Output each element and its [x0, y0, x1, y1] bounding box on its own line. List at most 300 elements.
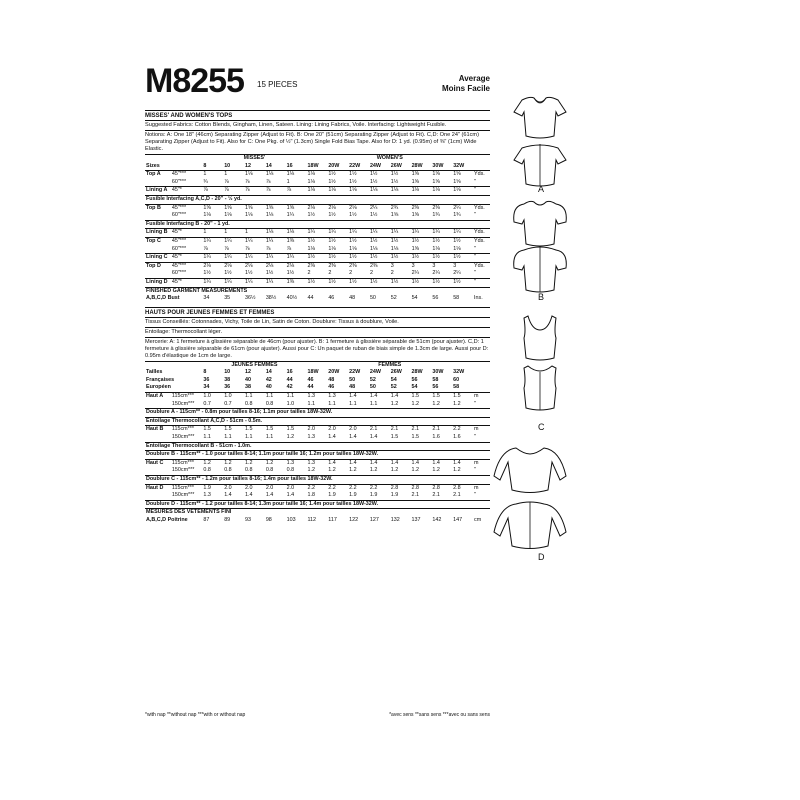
yardage-cell: 1⅜	[286, 237, 307, 245]
yardage-cell: 1.5	[411, 434, 420, 441]
row-label	[145, 212, 171, 220]
yardage-cell: 2⅜	[327, 262, 348, 270]
yardage-cell: 1.4	[369, 434, 378, 441]
yardage-cell: 1.4	[369, 393, 390, 401]
yardage-cell: 1.1	[265, 393, 286, 401]
yardage-cell: 2⅜	[411, 204, 432, 212]
yardage-cell: 2.2	[327, 484, 348, 492]
yardage-row	[145, 278, 490, 287]
yardage-cell: 1½	[327, 278, 348, 287]
yardage-cell: 1¼	[431, 229, 452, 238]
yardage-cell: 1⅛	[390, 187, 411, 196]
yardage-cell: 1.1	[307, 400, 315, 407]
yardage-cell: 1.4	[452, 459, 473, 467]
bust-cell: 34	[203, 295, 210, 302]
yardage-cell: 1.2	[432, 467, 440, 474]
size-cell: 36	[203, 376, 210, 383]
fabric-width: 115cm***	[171, 459, 203, 467]
header	[145, 60, 490, 110]
unit-cell: "	[473, 187, 490, 196]
yardage-cell: 0.7	[203, 400, 211, 407]
bust-cell: 52	[390, 295, 397, 302]
finished-title: FINISHED GARMENT MEASUREMENTS	[145, 287, 490, 295]
fabric-note-row	[145, 417, 490, 426]
yardage-cell: 2.1	[369, 426, 390, 434]
blank-cell	[473, 362, 490, 370]
yardage-cell: 1.5	[411, 393, 432, 401]
yardage-cell: ⅞	[245, 245, 250, 252]
yardage-cell: 1½	[328, 212, 336, 219]
size-cell: 28W	[411, 162, 423, 169]
yardage-cell: 1.5	[223, 426, 244, 434]
size-cell: 18W	[307, 162, 319, 169]
fabric-note: Doublure B - 115cm** - 1.0 pour tailles 8-14; 1.1m pour taille 16; 1.2m pour tailles 18W-32W.	[145, 451, 490, 460]
yardage-cell: ⅞	[286, 245, 292, 252]
yardage-cell: 1	[202, 229, 223, 238]
yardage-cell: 1	[244, 229, 265, 238]
size-cell: 40	[265, 384, 272, 391]
fabric-note-row	[145, 442, 490, 451]
yardage-cell: 1½	[369, 254, 390, 263]
fabric-width: 150cm***	[171, 400, 195, 407]
yardage-cell: ⅞	[265, 178, 271, 185]
row-label: Haut D	[145, 484, 171, 492]
yardage-cell: 0.8	[265, 467, 274, 474]
unit-cell: Yds.	[473, 262, 490, 270]
yardage-row	[145, 212, 490, 220]
yardage-cell: ⅞	[244, 187, 265, 196]
yardage-cell: 1.6	[453, 434, 461, 441]
yardage-cell: 1.5	[431, 393, 452, 401]
size-cell: 18W	[307, 369, 319, 376]
row-label: Haut A	[145, 393, 171, 401]
bust-cell: 35	[224, 295, 231, 302]
size-cell: 54	[390, 376, 397, 383]
size-cell: 28W	[411, 369, 423, 376]
yardage-cell: 2¼	[432, 270, 440, 277]
size-group-label: WOMEN'S	[376, 155, 403, 161]
size-cell: 16	[286, 162, 293, 169]
unit-cell: Yds.	[473, 171, 490, 179]
yardage-row	[145, 393, 490, 401]
yardage-cell: 1⅛	[327, 187, 348, 196]
yardage-cell: 2¼	[452, 204, 473, 212]
yardage-cell: 2.0	[223, 484, 244, 492]
yardage-cell: 1⅛	[265, 212, 274, 219]
footnote-fr: *avec sens **sans sens ***avec ou sans sens	[389, 712, 490, 718]
yardage-cell: 1⅝	[202, 204, 223, 212]
row-label	[145, 492, 171, 500]
yardage-cell: 2⅛	[348, 204, 369, 212]
yardage-cell: 1.2	[307, 467, 315, 474]
size-group-row	[145, 362, 490, 370]
bust-cell: 142	[432, 516, 442, 523]
yardage-cell: 1.1	[349, 400, 357, 407]
fabric-note-row	[145, 220, 490, 229]
yardage-cell: 0.8	[224, 467, 232, 474]
yardage-cell: 2⅛	[265, 262, 286, 270]
yardage-cell: 2	[349, 270, 353, 277]
bust-cell: 40½	[286, 295, 298, 302]
yardage-cell: 2.8	[431, 484, 452, 492]
fabric-width: 45"***	[171, 262, 203, 270]
yardage-cell: 1⅛	[245, 212, 253, 219]
yardage-cell: 1½	[348, 171, 369, 179]
finished-title-row	[145, 509, 490, 517]
size-cell: 44	[286, 376, 293, 383]
row-label: A,B,C,D Poitrine	[146, 516, 188, 523]
yardage-cell: 1¼	[244, 278, 265, 287]
blank-cell	[473, 369, 490, 377]
bust-cell: 117	[328, 516, 337, 523]
yardage-cell: 1¼	[411, 229, 432, 238]
yardage-cell: 3	[411, 262, 432, 270]
yardage-cell: 2.1	[390, 426, 411, 434]
divider	[145, 307, 490, 308]
yardage-cell: 1¼	[286, 254, 307, 263]
yardage-cell: 2⅛	[327, 204, 348, 212]
yardage-cell: 1⅛	[411, 187, 432, 196]
yardage-cell: 1.9	[202, 484, 223, 492]
yardage-cell: 1⅝	[411, 212, 420, 219]
yardage-cell: 1⅝	[432, 178, 440, 185]
yardage-cell: 1.9	[349, 492, 357, 499]
unit-cell: Yds.	[473, 237, 490, 245]
yardage-cell: 1.5	[390, 434, 399, 441]
yardage-cell: 1.2	[453, 467, 461, 474]
yardage-row	[145, 401, 490, 409]
fabric-note-row	[145, 476, 490, 485]
size-cell: 32W	[453, 162, 465, 169]
size-cell: 14	[265, 369, 272, 376]
yardage-cell: 1⅝	[411, 171, 432, 179]
bust-cell: 54	[411, 295, 418, 302]
yardage-row	[145, 229, 490, 238]
view-b-back-drawing	[510, 242, 570, 294]
yardage-row	[145, 467, 490, 475]
yardage-cell: 1⅛	[265, 229, 286, 238]
yardage-cell: ⅞	[223, 187, 244, 196]
unit-cell: m	[473, 459, 490, 467]
size-group-label: JEUNES FEMMES	[231, 361, 278, 368]
yardage-cell: 1.4	[265, 492, 274, 499]
row-label: Top D	[145, 262, 171, 270]
row-label	[145, 401, 171, 409]
unit-cell: Ins.	[474, 295, 483, 302]
sizes-row	[145, 369, 490, 377]
yardage-cell: 1.2	[244, 459, 265, 467]
blank-cell	[473, 163, 490, 171]
row-label: Top C	[145, 237, 171, 245]
bust-cell: 46	[328, 295, 335, 302]
unit-cell: m	[473, 426, 490, 434]
size-cell: 36	[224, 384, 231, 391]
yardage-cell: 1.3	[306, 459, 327, 467]
yardage-cell: 1½	[390, 178, 399, 185]
yardage-cell: 1.1	[265, 434, 274, 441]
view-a-front-drawing	[510, 92, 570, 140]
yardage-cell: 1½	[307, 212, 315, 219]
size-cell: 26W	[390, 369, 402, 376]
yardage-cell: 2	[369, 270, 373, 277]
yardage-cell: 0.8	[203, 467, 211, 474]
size-cell: 34	[203, 384, 210, 391]
yardage-cell: 1.2	[453, 400, 461, 407]
size-cell: 22W	[349, 162, 361, 169]
yardage-cell: 2⅜	[307, 262, 328, 270]
yardage-cell: 1.4	[411, 459, 432, 467]
blank-cell	[473, 155, 490, 163]
fabric-width: 60"***	[171, 245, 187, 252]
bust-cell: 103	[286, 516, 296, 523]
bust-cell: 38½	[265, 295, 277, 302]
yardage-cell: 1½	[349, 178, 357, 185]
pattern-number: M8255	[145, 62, 244, 100]
view-c-back-drawing	[510, 362, 570, 412]
yardage-cell: 2¾	[390, 204, 411, 212]
yardage-cell: 1¼	[244, 237, 265, 245]
suggested-fabrics: Suggested Fabrics: Cotton Blends, Gingham, Linen, Sateen. Lining: Lining Fabrics, Voile. Interfacing: Lightweight Fusible.	[145, 122, 447, 128]
size-group-row	[145, 155, 490, 163]
yardage-cell: 1¼	[286, 212, 295, 219]
yardage-cell: 1.8	[307, 492, 315, 499]
unit-cell: Yds.	[473, 229, 490, 238]
yardage-cell: 1½	[390, 171, 411, 179]
yardage-cell: 1½	[307, 237, 328, 245]
yardage-cell: 1⅛	[453, 245, 461, 252]
yardage-cell: 1	[202, 171, 223, 179]
size-cell: 12	[245, 162, 251, 169]
yardage-cell: 1¼	[348, 229, 369, 238]
yardage-cell: 1.2	[286, 434, 295, 441]
yardage-cell: 1½	[224, 270, 232, 277]
yardage-cell: 1¼	[202, 278, 223, 287]
yardage-cell: ⅞	[265, 245, 271, 252]
french-title: HAUTS POUR JEUNES FEMMES ET FEMMES	[145, 309, 275, 316]
yardage-cell: 0.8	[245, 400, 253, 407]
fabric-width: 150cm***	[171, 467, 195, 474]
yardage-cell: 1.4	[349, 434, 357, 441]
yardage-row	[145, 426, 490, 434]
row-label: Haut C	[145, 459, 171, 467]
piece-count: 15 PIECES	[257, 80, 298, 89]
size-cell: 50	[349, 376, 356, 383]
yardage-cell: 1.5	[202, 426, 223, 434]
yardage-cell: 2¼	[369, 204, 390, 212]
fabric-width: 45"*	[171, 278, 203, 287]
size-cell: 8	[203, 162, 207, 169]
fabric-note: Doublure D - 115cm** - 1.2 pour tailles 8-14; 1.3m pour taille 16; 1.4m pour tailles 18W-32W.	[145, 500, 490, 509]
yardage-cell: 1.4	[327, 459, 348, 467]
yardage-cell: 1.4	[390, 393, 411, 401]
yardage-cell: 3	[431, 262, 452, 270]
yardage-cell: 1½	[349, 212, 357, 219]
yardage-cell: 1⅜	[286, 278, 307, 287]
size-cell: 58	[453, 384, 460, 391]
bust-cell: 89	[224, 516, 231, 523]
yardage-row	[145, 254, 490, 263]
yardage-cell: 1⅝	[431, 171, 452, 179]
yardage-cell: 1⅝	[452, 171, 473, 179]
yardage-cell: 1½	[307, 278, 328, 287]
yardage-cell: 2.0	[286, 484, 307, 492]
yardage-cell: 1¼	[327, 229, 348, 238]
yardage-cell: 1⅛	[286, 171, 307, 179]
yardage-cell: 1.4	[224, 492, 232, 499]
fabric-note: Entoilage Thermocollant A,C,D - 51cm - 0.5m.	[145, 417, 490, 426]
yardage-cell: 1⅛	[307, 187, 328, 196]
fabric-note: Fusible Interfacing B - 20" - 1 yd.	[145, 220, 490, 229]
view-label-d: D	[538, 552, 545, 562]
yardage-cell: 1⅛	[432, 245, 440, 252]
fabric-width: 115cm***	[171, 393, 203, 401]
yardage-cell: 1¾	[453, 212, 461, 219]
yardage-row	[145, 434, 490, 442]
footnote-en: *with nap **without nap ***with or without nap	[145, 712, 246, 718]
row-label	[145, 434, 171, 442]
yardage-cell: 1.4	[328, 434, 336, 441]
unit-cell: "	[474, 245, 476, 252]
yardage-cell: 1⅛	[348, 187, 369, 196]
yardage-cell: 1¼	[307, 229, 328, 238]
yardage-cell: 1.1	[224, 434, 232, 441]
bust-cell: 132	[390, 516, 400, 523]
yardage-cell: 1¼	[223, 237, 244, 245]
yardage-cell: 1.5	[244, 426, 265, 434]
yardage-cell: 1¼	[244, 254, 265, 263]
bust-cell: 50	[369, 295, 376, 302]
blank-cell	[473, 377, 490, 385]
yardage-cell: 1.2	[411, 400, 420, 407]
blank-cell	[145, 362, 171, 370]
row-label	[145, 270, 171, 278]
yardage-cell: 2⅜	[348, 262, 369, 270]
unit-cell: "	[474, 467, 476, 474]
size-cell: 56	[411, 376, 418, 383]
yardage-cell: 2.0	[265, 484, 286, 492]
yardage-cell: 1⅝	[390, 212, 399, 219]
view-label-a: A	[538, 184, 545, 194]
fabric-width: 60"***	[171, 212, 187, 219]
row-label	[145, 467, 171, 475]
yardage-cell: 1⅛	[307, 178, 315, 185]
yardage-cell: 2.2	[348, 484, 369, 492]
size-cell: 10	[224, 369, 231, 376]
yardage-cell: 0.8	[286, 467, 295, 474]
fabric-width: 150cm***	[171, 492, 195, 499]
fabric-note: Doublure C - 115cm** - 1.2m pour tailles 8-16; 1.4m pour tailles 18W-32W.	[145, 476, 490, 485]
footnotes	[145, 712, 490, 718]
yardage-cell: 0.7	[224, 400, 232, 407]
size-cell: 40	[245, 376, 251, 383]
view-b-front-drawing	[510, 196, 570, 248]
yardage-cell: 1.1	[328, 400, 336, 407]
fabric-width: 45"*	[171, 229, 203, 238]
yardage-cell: 1½	[327, 171, 348, 179]
yardage-cell: 1.6	[432, 434, 440, 441]
yardage-cell: 1⅝	[411, 245, 420, 252]
yardage-cell: 1.4	[390, 459, 411, 467]
finished-title-row	[145, 287, 490, 295]
yardage-cell: 1⅝	[411, 178, 420, 185]
bust-cell: 93	[245, 516, 251, 523]
yardage-cell: 2⅜	[369, 262, 390, 270]
divider	[145, 337, 490, 338]
size-cell: 24W	[369, 162, 382, 169]
yardage-cell: 1⅛	[369, 245, 378, 252]
yardage-cell: 2.2	[369, 484, 390, 492]
row-label: Françaises	[146, 376, 175, 383]
pattern-back-sheet	[145, 60, 490, 525]
yardage-cell: 1.2	[265, 459, 286, 467]
yardage-row	[145, 492, 490, 500]
yardage-cell: 1½	[452, 254, 473, 263]
yardage-cell: ¾	[203, 178, 208, 185]
yardage-cell: 1.1	[203, 434, 211, 441]
divider	[145, 317, 490, 318]
yardage-cell: 2.8	[411, 484, 432, 492]
yardage-cell: ⅞	[224, 178, 229, 185]
yardage-cell: 2.1	[411, 492, 420, 499]
yardage-cell: 1.5	[286, 426, 307, 434]
sizes-row	[145, 163, 490, 171]
tissus-conseilles: Tissus Conseillés: Cotonnades, Vichy, Toile de Lin, Satin de Coton. Doublure: Tissus à doublure, Voile.	[145, 318, 399, 325]
size-cell: 38	[224, 376, 231, 383]
size-cell: 16	[286, 369, 293, 376]
yardage-cell: 1.3	[307, 434, 315, 441]
yardage-cell: 1¼	[369, 229, 390, 238]
yardage-cell: 1½	[390, 237, 411, 245]
bust-cell: 122	[349, 516, 359, 523]
view-label-b: B	[538, 292, 545, 302]
yardage-cell: 1¼	[223, 278, 244, 287]
yardage-cell: 2.1	[431, 426, 452, 434]
yardage-cell: 2⅛	[244, 262, 265, 270]
yardage-cell: 1.9	[328, 492, 336, 499]
yardage-cell: 1½	[348, 254, 369, 263]
fabric-width: 45"***	[171, 171, 203, 179]
bust-row	[145, 295, 490, 303]
yardage-cell: 2⅜	[431, 204, 452, 212]
fabric-note: Entoilage Thermocollant B - 51cm - 1.0m.	[145, 442, 490, 451]
yardage-cell: 1⅝	[223, 204, 244, 212]
yardage-cell: 1⅝	[453, 178, 461, 185]
divider	[145, 327, 490, 328]
view-d-front-drawing	[490, 440, 570, 495]
yardage-cell: 1¼	[202, 254, 223, 263]
difficulty-en: Average	[458, 74, 490, 83]
size-group-label: MISSES'	[243, 155, 266, 161]
size-cell: 60	[453, 376, 460, 383]
yardage-cell: 1.4	[245, 492, 253, 499]
yardage-cell: 2.8	[452, 484, 473, 492]
yardage-cell: 1.0	[286, 400, 295, 407]
size-cell: 52	[390, 384, 397, 391]
row-label: Lining A	[145, 187, 171, 196]
yardage-cell: 1½	[411, 278, 432, 287]
yardage-cell: 2.2	[452, 426, 473, 434]
fabric-width: 45"*	[171, 187, 203, 196]
yardage-cell: 1½	[328, 178, 336, 185]
row-label: Top A	[145, 171, 171, 179]
yardage-cell: 1.4	[369, 459, 390, 467]
yardage-cell: 1.1	[369, 400, 378, 407]
size-cell: 48	[328, 376, 335, 383]
yardage-cell: 1⅝	[244, 204, 265, 212]
yardage-cell: 1⅛	[286, 229, 307, 238]
yardage-cell: 2⅛	[223, 262, 244, 270]
sizes-row	[145, 384, 490, 392]
